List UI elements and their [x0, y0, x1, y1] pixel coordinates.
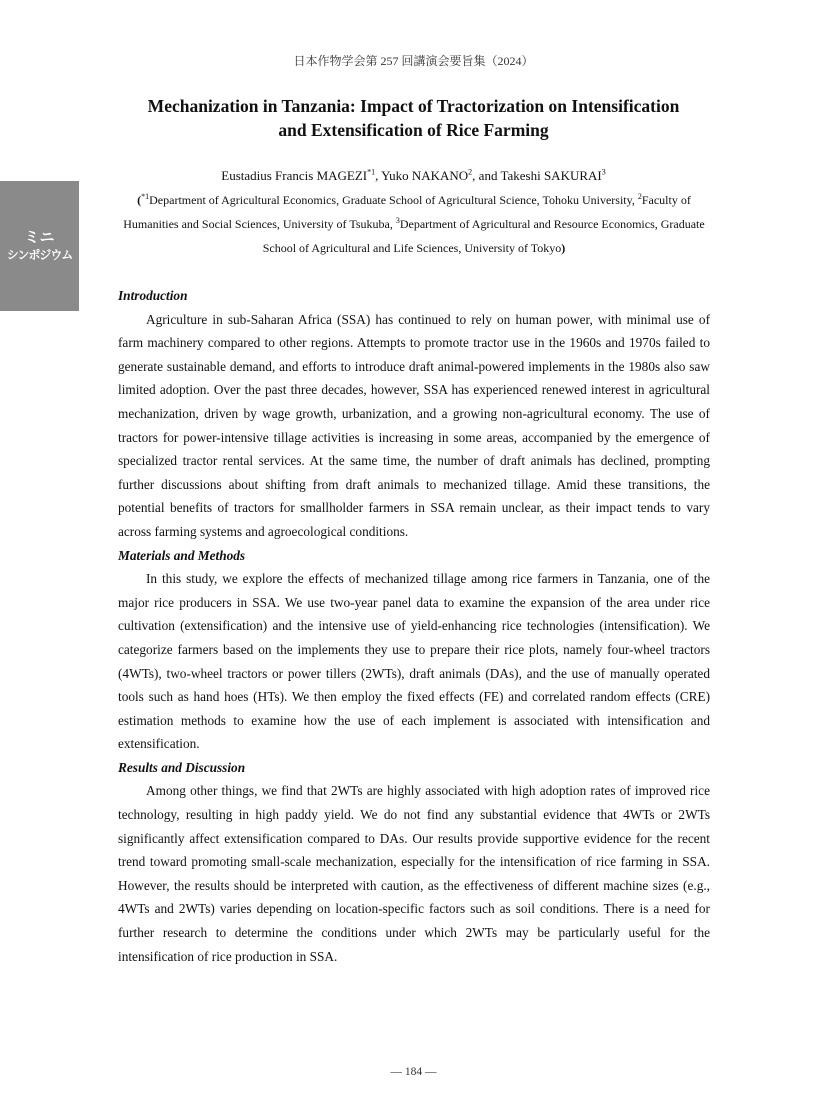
- side-tab-line2: シンポジウム: [6, 248, 73, 262]
- affil-open-paren: (: [137, 193, 142, 207]
- methods-heading: Materials and Methods: [118, 547, 246, 563]
- paper-title: [100, 94, 727, 142]
- results-paragraph: Among other things, we find that 2WTs are highly associated with high adoption rates of improved rice technology, resulting in high paddy yield. We do not find any substantial evidence that 4WTs or 2WTs significantly affect extensification compared to DAs. Our results provide supportive evidence for the recent trend toward promoting small-scale mechanization, especially for the intensification of rice farming in SSA. However, the results should be interpreted with caution, as the effectiveness of different machine sizes (e.g., 4WTs and 2WTs) varies depending on location-specific factors such as soil conditions. There is a need for further research to determine the conditions under which 2WTs may be particularly useful for the intensification of rice production in SSA.: [118, 783, 710, 964]
- paper-body: [118, 284, 710, 968]
- affil-3-mark: 3: [395, 216, 400, 225]
- author-3-name: , and Takeshi SAKURAI: [472, 168, 602, 183]
- author-3-mark: 3: [601, 167, 606, 177]
- introduction-paragraph: Agriculture in sub-Saharan Africa (SSA) has continued to rely on human power, with minimal use of farm machinery compared to other regions. Attempts to promote tractor use in the 1960s and 1970s failed to generate sustainable demand, and efforts to introduce draft animal-powered implements in the 1980s also saw limited adoption. Over the past three decades, however, SSA has experienced renewed interest in agricultural mechanization, driven by wage growth, urbanization, and a growing non-agricultural economy. The use of tractors for power-intensive tillage activities is increasing in some areas, accompanied by the emergence of specialized tractor rental services. At the same time, the number of draft animals has declined, prompting further discussions about shifting from draft animals to mechanized tillage. Amid these transitions, the potential benefits of tractors for smallholder farmers in SSA remain unclear, as their impact tends to vary across farming systems and agroecological conditions.: [118, 311, 710, 539]
- author-2-mark: 2: [468, 167, 473, 177]
- author-1-mark: *1: [367, 167, 376, 177]
- author-1-name: Eustadius Francis MAGEZI: [221, 168, 368, 183]
- page-number: — 184 —: [390, 1066, 437, 1078]
- affil-1-text: Department of Agricultural Economics, Graduate School of Agricultural Science, Tohoku University,: [149, 193, 638, 207]
- affil-1-mark: *1: [141, 192, 150, 201]
- running-header: 日本作物学会第 257 回講演会要旨集（2024）: [293, 54, 534, 68]
- affiliations: [118, 188, 710, 260]
- title-line2: and Extensification of Rice Farming: [278, 120, 549, 140]
- side-tab-line1: ミニ: [24, 228, 55, 246]
- affil-close-paren: ): [561, 241, 566, 255]
- affil-3-text: Department of Agricultural and Resource Economics, Graduate School of Agricultural and Life Sciences, University of Tokyo: [262, 217, 705, 255]
- section-side-tab: [0, 181, 79, 311]
- affil-2-mark: 2: [637, 192, 642, 201]
- author-2-name: , Yuko NAKANO: [375, 168, 469, 183]
- title-line1: Mechanization in Tanzania: Impact of Tractorization on Intensification: [147, 96, 680, 116]
- methods-paragraph: In this study, we explore the effects of mechanized tillage among rice farmers in Tanzania, one of the major rice producers in SSA. We use two-year panel data to examine the expansion of the area under rice cultivation (extensification) and the intensive use of yield-enhancing rice technologies (intensification). We categorize farmers based on the implements they use to prepare their rice plots, namely four-wheel tractors (4WTs), two-wheel tractors or power tillers (2WTs), draft animals (DAs), and the use of manually operated tools such as hand hoes (HTs). We then employ the fixed effects (FE) and correlated random effects (CRE) estimation methods to examine how the use of each implement is associated with intensification and extensification.: [118, 571, 710, 752]
- author-list: [0, 166, 827, 186]
- results-heading: Results and Discussion: [118, 759, 246, 775]
- affil-2-text: Faculty of Humanities and Social Sciences, University of Tsukuba,: [123, 193, 691, 231]
- introduction-heading: Introduction: [118, 288, 188, 303]
